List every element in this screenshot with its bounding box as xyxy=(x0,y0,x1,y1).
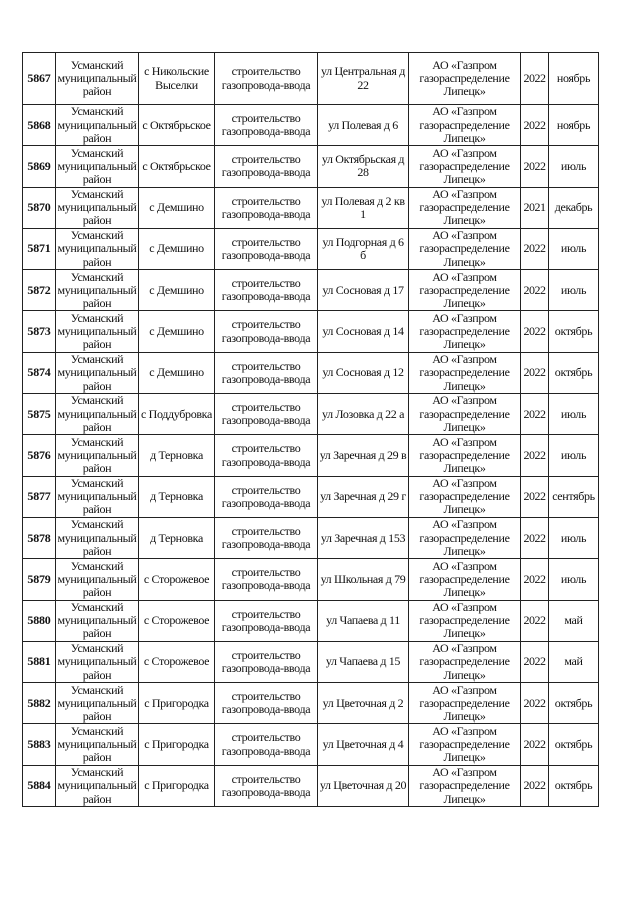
cell-work-type: строительство газопровода-ввода xyxy=(215,105,318,146)
table-row xyxy=(23,435,599,476)
cell-month: июль xyxy=(549,228,599,269)
cell-month: май xyxy=(549,600,599,641)
cell-work-type: строительство газопровода-ввода xyxy=(215,517,318,558)
cell-address: ул Лозовка д 22 а xyxy=(318,394,409,435)
cell-organization: АО «Газпром газораспределение Липецк» xyxy=(409,600,521,641)
cell-organization: АО «Газпром газораспределение Липецк» xyxy=(409,146,521,187)
table-row xyxy=(23,641,599,682)
table-row xyxy=(23,228,599,269)
cell-work-type: строительство газопровода-ввода xyxy=(215,187,318,228)
cell-organization: АО «Газпром газораспределение Липецк» xyxy=(409,559,521,600)
cell-district: Усманский муниципальный район xyxy=(56,600,139,641)
cell-settlement: с Поддубровка xyxy=(139,394,215,435)
cell-settlement: с Пригородка xyxy=(139,765,215,806)
table-body xyxy=(23,53,599,807)
cell-year: 2022 xyxy=(521,600,549,641)
table-row xyxy=(23,187,599,228)
cell-settlement: с Демшино xyxy=(139,311,215,352)
table-row xyxy=(23,53,599,105)
cell-row-number: 5879 xyxy=(23,559,56,600)
cell-year: 2022 xyxy=(521,53,549,105)
table-row xyxy=(23,352,599,393)
cell-row-number: 5867 xyxy=(23,53,56,105)
cell-work-type: строительство газопровода-ввода xyxy=(215,53,318,105)
table-row xyxy=(23,394,599,435)
cell-year: 2022 xyxy=(521,641,549,682)
table-row xyxy=(23,600,599,641)
cell-year: 2022 xyxy=(521,352,549,393)
cell-row-number: 5872 xyxy=(23,270,56,311)
cell-organization: АО «Газпром газораспределение Липецк» xyxy=(409,311,521,352)
cell-month: июль xyxy=(549,435,599,476)
cell-district: Усманский муниципальный район xyxy=(56,53,139,105)
cell-address: ул Сосновая д 17 xyxy=(318,270,409,311)
cell-row-number: 5876 xyxy=(23,435,56,476)
cell-row-number: 5871 xyxy=(23,228,56,269)
cell-address: ул Чапаева д 11 xyxy=(318,600,409,641)
cell-organization: АО «Газпром газораспределение Липецк» xyxy=(409,724,521,765)
cell-year: 2022 xyxy=(521,517,549,558)
cell-row-number: 5874 xyxy=(23,352,56,393)
cell-row-number: 5873 xyxy=(23,311,56,352)
cell-row-number: 5881 xyxy=(23,641,56,682)
cell-month: октябрь xyxy=(549,352,599,393)
cell-year: 2022 xyxy=(521,476,549,517)
cell-work-type: строительство газопровода-ввода xyxy=(215,476,318,517)
cell-address: ул Октябрьская д 28 xyxy=(318,146,409,187)
cell-work-type: строительство газопровода-ввода xyxy=(215,394,318,435)
cell-work-type: строительство газопровода-ввода xyxy=(215,765,318,806)
cell-district: Усманский муниципальный район xyxy=(56,187,139,228)
cell-row-number: 5868 xyxy=(23,105,56,146)
cell-organization: АО «Газпром газораспределение Липецк» xyxy=(409,105,521,146)
cell-district: Усманский муниципальный район xyxy=(56,146,139,187)
cell-row-number: 5875 xyxy=(23,394,56,435)
cell-settlement: с Демшино xyxy=(139,270,215,311)
cell-settlement: д Терновка xyxy=(139,517,215,558)
cell-organization: АО «Газпром газораспределение Липецк» xyxy=(409,394,521,435)
cell-address: ул Цветочная д 4 xyxy=(318,724,409,765)
cell-row-number: 5870 xyxy=(23,187,56,228)
cell-settlement: с Демшино xyxy=(139,228,215,269)
cell-month: октябрь xyxy=(549,311,599,352)
cell-district: Усманский муниципальный район xyxy=(56,394,139,435)
table-row xyxy=(23,765,599,806)
cell-work-type: строительство газопровода-ввода xyxy=(215,435,318,476)
cell-year: 2022 xyxy=(521,311,549,352)
cell-month: декабрь xyxy=(549,187,599,228)
cell-organization: АО «Газпром газораспределение Липецк» xyxy=(409,352,521,393)
cell-district: Усманский муниципальный район xyxy=(56,105,139,146)
cell-work-type: строительство газопровода-ввода xyxy=(215,724,318,765)
table-row xyxy=(23,270,599,311)
cell-month: октябрь xyxy=(549,765,599,806)
cell-month: июль xyxy=(549,394,599,435)
cell-district: Усманский муниципальный район xyxy=(56,559,139,600)
cell-month: июль xyxy=(549,146,599,187)
cell-address: ул Цветочная д 2 xyxy=(318,683,409,724)
cell-year: 2022 xyxy=(521,146,549,187)
cell-address: ул Полевая д 2 кв 1 xyxy=(318,187,409,228)
cell-month: октябрь xyxy=(549,724,599,765)
cell-row-number: 5883 xyxy=(23,724,56,765)
cell-year: 2022 xyxy=(521,228,549,269)
cell-settlement: с Никольские Выселки xyxy=(139,53,215,105)
table-row xyxy=(23,476,599,517)
cell-row-number: 5884 xyxy=(23,765,56,806)
cell-work-type: строительство газопровода-ввода xyxy=(215,559,318,600)
cell-district: Усманский муниципальный район xyxy=(56,641,139,682)
cell-month: июль xyxy=(549,270,599,311)
table-row xyxy=(23,311,599,352)
cell-row-number: 5882 xyxy=(23,683,56,724)
cell-year: 2022 xyxy=(521,724,549,765)
cell-address: ул Заречная д 153 xyxy=(318,517,409,558)
cell-work-type: строительство газопровода-ввода xyxy=(215,683,318,724)
cell-organization: АО «Газпром газораспределение Липецк» xyxy=(409,53,521,105)
cell-organization: АО «Газпром газораспределение Липецк» xyxy=(409,476,521,517)
cell-district: Усманский муниципальный район xyxy=(56,435,139,476)
cell-month: ноябрь xyxy=(549,105,599,146)
cell-district: Усманский муниципальный район xyxy=(56,517,139,558)
cell-work-type: строительство газопровода-ввода xyxy=(215,641,318,682)
cell-row-number: 5880 xyxy=(23,600,56,641)
cell-work-type: строительство газопровода-ввода xyxy=(215,600,318,641)
cell-district: Усманский муниципальный район xyxy=(56,311,139,352)
table-row xyxy=(23,105,599,146)
cell-year: 2022 xyxy=(521,765,549,806)
cell-month: октябрь xyxy=(549,683,599,724)
table-row xyxy=(23,724,599,765)
table-row xyxy=(23,683,599,724)
cell-district: Усманский муниципальный район xyxy=(56,724,139,765)
cell-district: Усманский муниципальный район xyxy=(56,352,139,393)
cell-district: Усманский муниципальный район xyxy=(56,683,139,724)
cell-month: ноябрь xyxy=(549,53,599,105)
cell-organization: АО «Газпром газораспределение Липецк» xyxy=(409,187,521,228)
cell-settlement: с Сторожевое xyxy=(139,641,215,682)
table-row xyxy=(23,146,599,187)
cell-address: ул Цветочная д 20 xyxy=(318,765,409,806)
cell-district: Усманский муниципальный район xyxy=(56,476,139,517)
cell-settlement: с Демшино xyxy=(139,187,215,228)
cell-address: ул Заречная д 29 г xyxy=(318,476,409,517)
cell-organization: АО «Газпром газораспределение Липецк» xyxy=(409,517,521,558)
cell-organization: АО «Газпром газораспределение Липецк» xyxy=(409,270,521,311)
cell-year: 2022 xyxy=(521,394,549,435)
cell-organization: АО «Газпром газораспределение Липецк» xyxy=(409,683,521,724)
cell-settlement: д Терновка xyxy=(139,476,215,517)
cell-row-number: 5877 xyxy=(23,476,56,517)
cell-settlement: д Терновка xyxy=(139,435,215,476)
cell-district: Усманский муниципальный район xyxy=(56,765,139,806)
cell-year: 2021 xyxy=(521,187,549,228)
cell-row-number: 5869 xyxy=(23,146,56,187)
cell-month: сентябрь xyxy=(549,476,599,517)
cell-organization: АО «Газпром газораспределение Липецк» xyxy=(409,228,521,269)
cell-year: 2022 xyxy=(521,105,549,146)
cell-month: июль xyxy=(549,559,599,600)
cell-work-type: строительство газопровода-ввода xyxy=(215,270,318,311)
cell-district: Усманский муниципальный район xyxy=(56,270,139,311)
cell-district: Усманский муниципальный район xyxy=(56,228,139,269)
cell-year: 2022 xyxy=(521,559,549,600)
cell-month: июль xyxy=(549,517,599,558)
cell-work-type: строительство газопровода-ввода xyxy=(215,311,318,352)
cell-row-number: 5878 xyxy=(23,517,56,558)
cell-work-type: строительство газопровода-ввода xyxy=(215,228,318,269)
cell-year: 2022 xyxy=(521,435,549,476)
cell-address: ул Центральная д 22 xyxy=(318,53,409,105)
gas-connection-table xyxy=(22,52,599,807)
cell-address: ул Заречная д 29 в xyxy=(318,435,409,476)
cell-month: май xyxy=(549,641,599,682)
cell-address: ул Сосновая д 14 xyxy=(318,311,409,352)
cell-organization: АО «Газпром газораспределение Липецк» xyxy=(409,641,521,682)
cell-settlement: с Октябрьское xyxy=(139,105,215,146)
cell-address: ул Подгорная д 6 б xyxy=(318,228,409,269)
cell-address: ул Чапаева д 15 xyxy=(318,641,409,682)
cell-organization: АО «Газпром газораспределение Липецк» xyxy=(409,435,521,476)
table-row xyxy=(23,559,599,600)
cell-address: ул Полевая д 6 xyxy=(318,105,409,146)
cell-settlement: с Пригородка xyxy=(139,724,215,765)
table-row xyxy=(23,517,599,558)
cell-year: 2022 xyxy=(521,683,549,724)
cell-address: ул Сосновая д 12 xyxy=(318,352,409,393)
cell-settlement: с Сторожевое xyxy=(139,559,215,600)
cell-settlement: с Сторожевое xyxy=(139,600,215,641)
cell-work-type: строительство газопровода-ввода xyxy=(215,352,318,393)
cell-work-type: строительство газопровода-ввода xyxy=(215,146,318,187)
cell-settlement: с Октябрьское xyxy=(139,146,215,187)
cell-organization: АО «Газпром газораспределение Липецк» xyxy=(409,765,521,806)
cell-year: 2022 xyxy=(521,270,549,311)
cell-address: ул Школьная д 79 xyxy=(318,559,409,600)
cell-settlement: с Пригородка xyxy=(139,683,215,724)
cell-settlement: с Демшино xyxy=(139,352,215,393)
